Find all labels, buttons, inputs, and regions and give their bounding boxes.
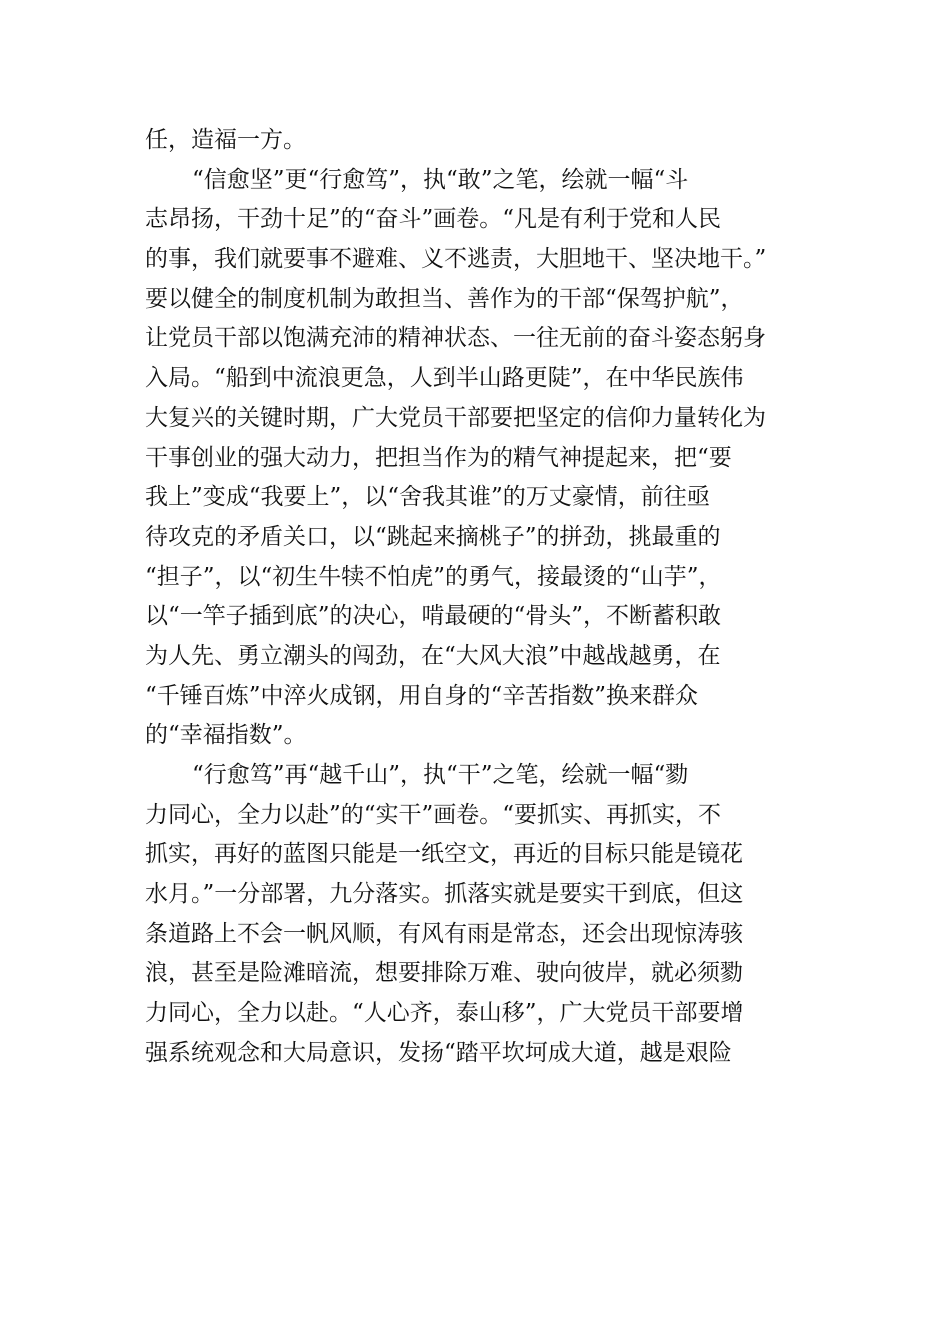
body-text xyxy=(145,121,805,1074)
paragraph-start-line: “行愈笃”再“越千山”，执“干”之笔，绘就一幅“勠 xyxy=(192,762,689,788)
text-line: 大复兴的关键时期，广大党员干部要把坚定的信仰力量转化为 xyxy=(145,404,766,431)
text-line: “担子”，以“初生牛犊不怕虎”的勇气，接最烫的“山芋”， xyxy=(145,563,722,590)
text-line: 水月。”一分部署，九分落实。抓落实就是要实干到底，但这 xyxy=(145,881,744,908)
text-line: 让党员干部以饱满充沛的精神状态、一往无前的奋斗姿态躬身 xyxy=(145,325,766,352)
text-line: 力同心，全力以赴。“人心齐，泰山移”，广大党员干部要增 xyxy=(145,1000,744,1027)
text-line: 抓实，再好的蓝图只能是一纸空文，再近的目标只能是镜花 xyxy=(145,841,743,868)
text-line: 条道路上不会一帆风顺，有风有雨是常态，还会出现惊涛骇 xyxy=(145,920,743,947)
text-line: 入局。“船到中流浪更急，人到半山路更陡”，在中华民族伟 xyxy=(145,365,744,392)
text-line: 的事，我们就要事不避难、义不逃责，大胆地干、坚决地干。” xyxy=(145,246,767,273)
text-line: 的“幸福指数”。 xyxy=(145,722,307,749)
text-line: 我上”变成“我要上”，以“舍我其谁”的万丈豪情，前往亟 xyxy=(145,484,710,511)
text-line: 志昂扬，干劲十足”的“奋斗”画卷。“凡是有利于党和人民 xyxy=(145,206,722,233)
text-line: 浪，甚至是险滩暗流，想要排除万难、驶向彼岸，就必须勠 xyxy=(145,960,743,987)
text-line: 强系统观念和大局意识，发扬“踏平坎坷成大道，越是艰险 xyxy=(145,1039,732,1066)
text-line: 要以健全的制度机制为敢担当、善作为的干部“保驾护航”， xyxy=(145,285,744,312)
text-line: 干事创业的强大动力，把担当作为的精气神提起来，把“要 xyxy=(145,444,732,471)
paragraph-start-line: “信愈坚”更“行愈笃”，执“敢”之笔，绘就一幅“斗 xyxy=(192,166,689,193)
text-line: “千锤百炼”中淬火成钢，用自身的“辛苦指数”换来群众 xyxy=(145,682,699,709)
text-line: 任，造福一方。 xyxy=(145,127,306,153)
text-line: 为人先、勇立潮头的闯劲，在“大风大浪”中越战越勇，在 xyxy=(145,642,721,669)
text-line: 力同心，全力以赴”的“实干”画卷。“要抓实、再抓实，不 xyxy=(145,801,722,828)
text-line: 待攻克的矛盾关口，以“跳起来摘桃子”的拼劲，挑最重的 xyxy=(145,523,721,550)
text-line: 以“一竿子插到底”的决心，啃最硬的“骨头”，不断蓄积敢 xyxy=(145,603,722,630)
